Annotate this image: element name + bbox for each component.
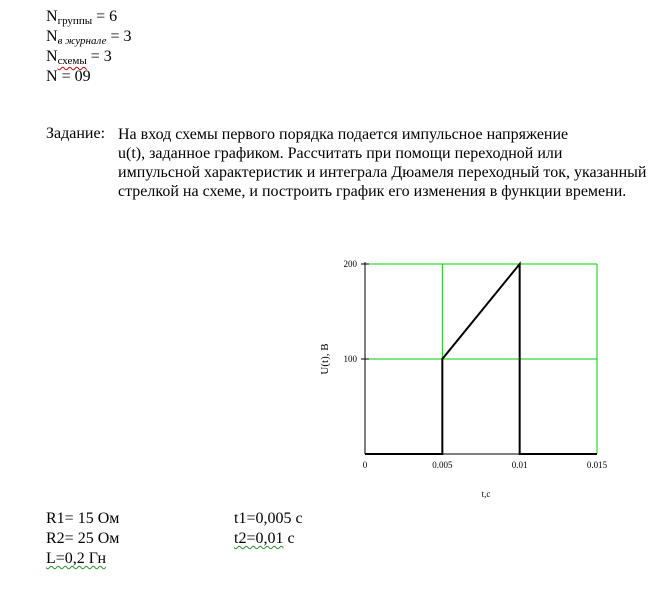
y-tick-label: 100 xyxy=(343,354,357,364)
var-n-group: $N_{группы} = 6$ xyxy=(46,8,118,27)
task-rest: u(t), заданное графиком. Рассчитать при помощи переходной или импульсной характеристик и интеграла Дюамеля переходный ток, указанный стрелкой на схеме, и построить график его изменения в функции времени. xyxy=(118,145,647,200)
x-axis-label: t,c xyxy=(481,489,491,499)
y-tick-label: 200 xyxy=(343,259,357,269)
x-tick-label: 0.005 xyxy=(432,460,453,470)
var-n-total: N = 09 xyxy=(46,68,91,85)
x-tick-label: 0 xyxy=(362,460,368,470)
param-l: L=0,2 Гн xyxy=(46,550,106,567)
x-tick-label: 0.015 xyxy=(586,460,608,470)
y-axis-label: U(t), B xyxy=(319,343,331,375)
x-tick-label: 0.01 xyxy=(511,460,528,470)
var-n-scheme: $N_{схемы} = 3$ xyxy=(46,48,112,67)
param-r1: R1= 15 Ом xyxy=(46,510,120,527)
task-label: Задание: xyxy=(46,125,106,142)
param-r2: R2= 25 Ом xyxy=(46,530,120,547)
param-t1: t1=0,005 с xyxy=(234,510,303,527)
voltage-chart xyxy=(300,250,620,510)
var-n-journal: $N_{в журнале} = 3$ xyxy=(46,28,132,47)
task-first-line: На вход схемы первого порядка подается импульсное напряжение xyxy=(118,126,569,143)
param-t2: t2=0,01 с xyxy=(234,530,295,547)
task-text xyxy=(118,125,648,201)
